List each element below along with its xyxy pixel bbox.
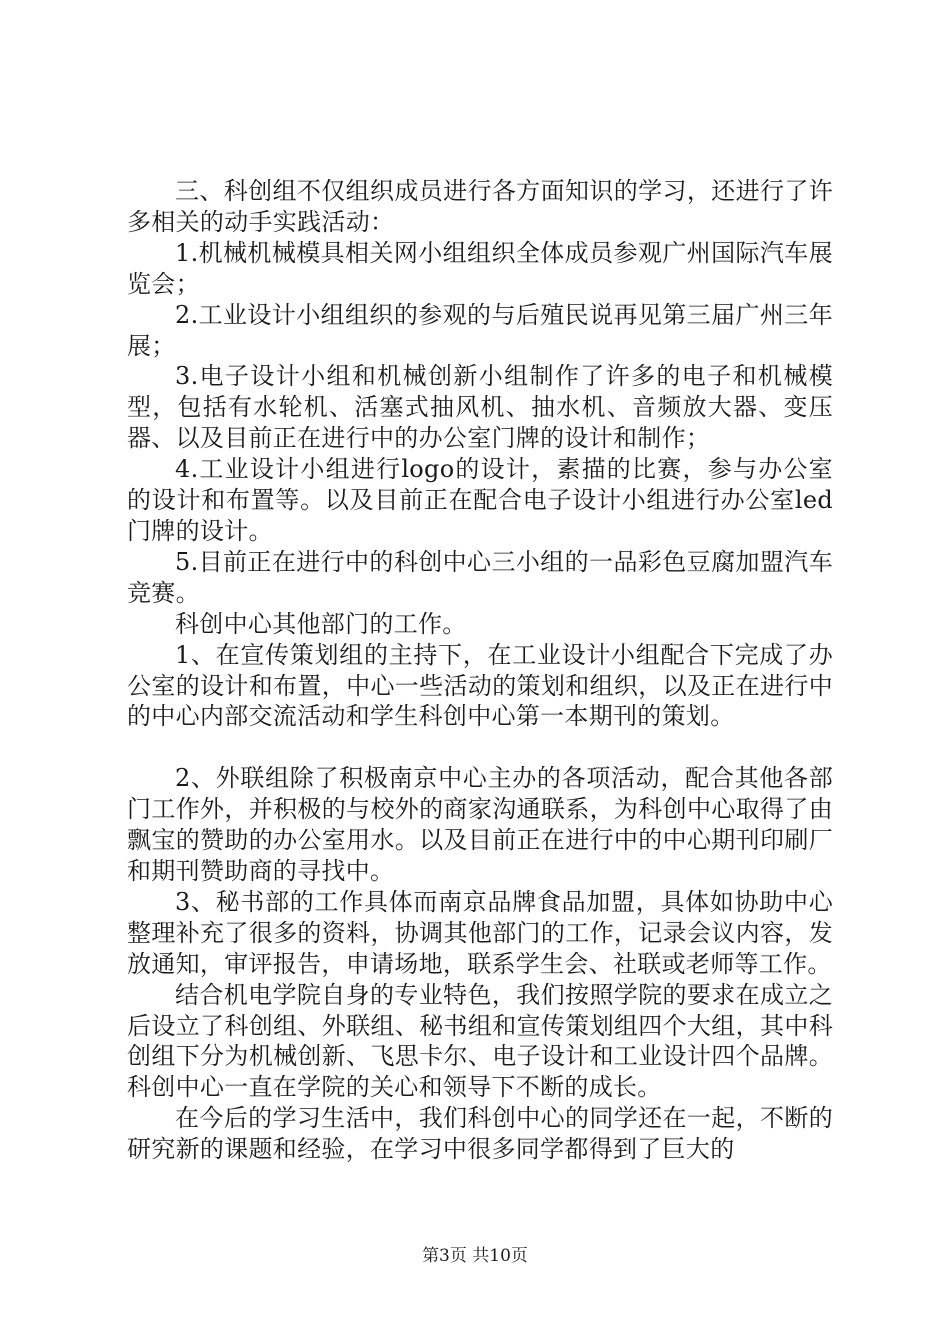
document-body (127, 176, 833, 1165)
paragraph-item-4: 4.工业设计小组进行logo的设计，素描的比赛，参与办公室的设计和布置等。以及目前正在配合电子设计小组进行办公室led门牌的设计。 (127, 455, 833, 545)
paragraph-future: 在今后的学习生活中，我们科创中心的同学还在一起，不断的研究新的课题和经验，在学习中很多同学都得到了巨大的 (127, 1104, 833, 1164)
page-number: 第3页 共10页 (422, 1246, 528, 1266)
paragraph-item-1: 1.机械机械模具相关网小组组织全体成员参观广州国际汽车展览会； (127, 238, 833, 298)
paragraph-dept-1: 1、在宣传策划组的主持下，在工业设计小组配合下完成了办公室的设计和布置，中心一些活动的策划和组织，以及正在进行中的中心内部交流活动和学生科创中心第一本期刊的策划。 (127, 640, 833, 731)
paragraph-item-2: 2.工业设计小组组织的参观的与后殖民说再见第三届广州三年展； (127, 300, 833, 360)
paragraph-item-5: 5.目前正在进行中的科创中心三小组的一品彩色豆腐加盟汽车竞赛。 (127, 547, 833, 607)
paragraph-other-departments: 科创中心其他部门的工作。 (175, 609, 467, 638)
paragraph-item-3: 3.电子设计小组和机械创新小组制作了许多的电子和机械模型，包括有水轮机、活塞式抽风机、抽水机、音频放大器、变压器、以及目前正在进行中的办公室门牌的设计和制作； (127, 362, 833, 453)
paragraph-heading-3: 三、科创组不仅组织成员进行各方面知识的学习，还进行了许多相关的动手实践活动： (127, 177, 833, 236)
paragraph-gap (127, 732, 833, 763)
paragraph-summary: 结合机电学院自身的专业特色，我们按照学院的要求在成立之后设立了科创组、外联组、秘书组和宣传策划组四个大组，其中科创组下分为机械创新、飞思卡尔、电子设计和工业设计四个品牌。科创中心一直在学院的关心和领导下不断的成长。 (127, 980, 833, 1102)
paragraph-dept-2: 2、外联组除了积极南京中心主办的各项活动，配合其他各部门工作外，并积极的与校外的商家沟通联系，为科创中心取得了由飘宝的赞助的办公室用水。以及目前正在进行中的中心期刊印刷厂和期刊赞助商的寻找中。 (127, 764, 833, 886)
paragraph-dept-3: 3、秘书部的工作具体而南京品牌食品加盟，具体如协助中心整理补充了很多的资料，协调其他部门的工作，记录会议内容，发放通知，审评报告，申请场地，联系学生会、社联或老师等工作。 (127, 887, 833, 978)
